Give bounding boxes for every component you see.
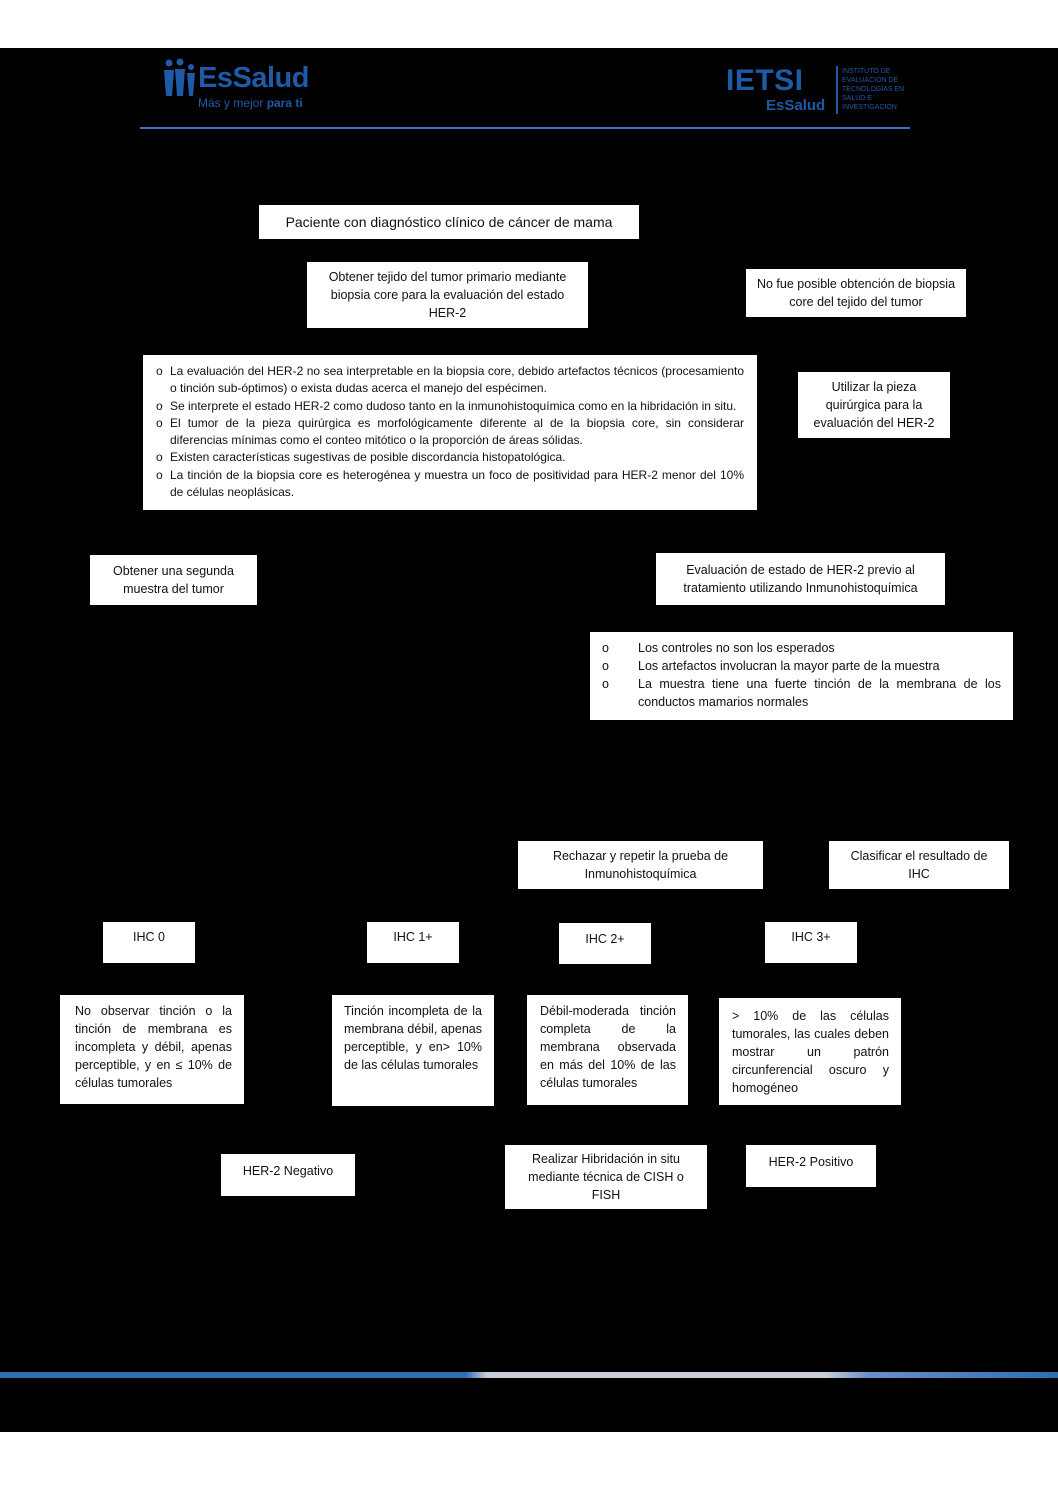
node-ihc-0-description: No observar tinción o la tinción de membrana es incompleta y débil, apenas perceptible, y en ≤ 10% de células tumorales	[60, 995, 244, 1104]
document-page	[0, 48, 1058, 1432]
node-ihc-3-description: > 10% de las células tumorales, las cuales deben mostrar un patrón circunferencial oscuro y homogéneo	[719, 998, 901, 1105]
reject-criteria-item: o Los artefactos involucran la mayor parte de la muestra	[602, 657, 1001, 675]
ietsi-logo-name: IETSI	[726, 64, 804, 97]
node-ihc-1: IHC 1+	[367, 922, 459, 963]
ietsi-logo-sub: EsSalud	[766, 97, 826, 114]
node-ihc-2: IHC 2+	[559, 923, 651, 964]
family-figures-icon	[162, 58, 198, 98]
node-her2-negative: HER-2 Negativo	[221, 1154, 355, 1196]
criteria-item: o Se interprete el estado HER-2 como dudoso tanto en la inmunohistoquímica como en la hibridación in situ.	[156, 398, 744, 415]
node-obtain-tissue: Obtener tejido del tumor primario mediante biopsia core para la evaluación del estado HER-2	[307, 262, 588, 328]
node-ihc-1-description: Tinción incompleta de la membrana débil, apenas perceptible, y en> 10% de las células tumorales	[332, 995, 494, 1106]
node-ihc-3: IHC 3+	[765, 922, 857, 963]
essalud-logo-name: EsSalud	[198, 62, 309, 94]
node-criteria-list	[143, 355, 757, 510]
ietsi-logo-divider	[836, 66, 838, 114]
criteria-item: o La tinción de la biopsia core es heterogénea y muestra un foco de positividad para HER-2 menor del 10% de células neoplásicas.	[156, 467, 744, 502]
essalud-logo-tagline: Más y mejor para ti	[198, 96, 303, 110]
node-second-sample: Obtener una segunda muestra del tumor	[90, 555, 257, 605]
node-her2-positive: HER-2 Positivo	[746, 1145, 876, 1187]
node-ihc-0: IHC 0	[103, 922, 195, 963]
header-divider	[140, 127, 910, 129]
node-surgical-piece: Utilizar la pieza quirúrgica para la evaluación del HER-2	[798, 372, 950, 438]
node-reject-repeat: Rechazar y repetir la prueba de Inmunohistoquímica	[518, 841, 763, 889]
essalud-logo	[162, 58, 342, 114]
criteria-item: o Existen características sugestivas de posible discordancia histopatológica.	[156, 449, 744, 466]
reject-criteria-item: o La muestra tiene una fuerte tinción de la membrana de los conductos mamarios normales	[602, 675, 1001, 711]
criteria-item: o El tumor de la pieza quirúrgica es morfológicamente diferente al de la biopsia core, sin considerar diferencias mínimas como el conteo mitótico o la proporción de áreas sólidas.	[156, 415, 744, 450]
footer-band	[0, 1372, 1058, 1378]
node-fish: Realizar Hibridación in situ mediante técnica de CISH o FISH	[505, 1145, 707, 1209]
node-start: Paciente con diagnóstico clínico de cáncer de mama	[259, 205, 639, 239]
ietsi-logo-description: INSTITUTO DE EVALUACIÓN DE TECNOLOGÍAS EN SALUD E INVESTIGACIÓN	[842, 68, 905, 111]
node-no-core-biopsy: No fue posible obtención de biopsia core del tejido del tumor	[746, 269, 966, 317]
criteria-item: o La evaluación del HER-2 no sea interpretable en la biopsia core, debido artefactos técnicos (procesamiento o tinción sub-óptimos) o exista dudas acerca el manejo del espécimen.	[156, 363, 744, 398]
reject-criteria-item: o Los controles no son los esperados	[602, 639, 1001, 657]
node-classify: Clasificar el resultado de IHC	[829, 841, 1009, 889]
ietsi-logo	[726, 64, 916, 120]
node-ihc-evaluation: Evaluación de estado de HER-2 previo al tratamiento utilizando Inmunohistoquímica	[656, 553, 945, 605]
node-reject-criteria	[590, 632, 1013, 720]
node-ihc-2-description: Débil-moderada tinción completa de la membrana observada en más del 10% de las células tumorales	[527, 995, 688, 1105]
